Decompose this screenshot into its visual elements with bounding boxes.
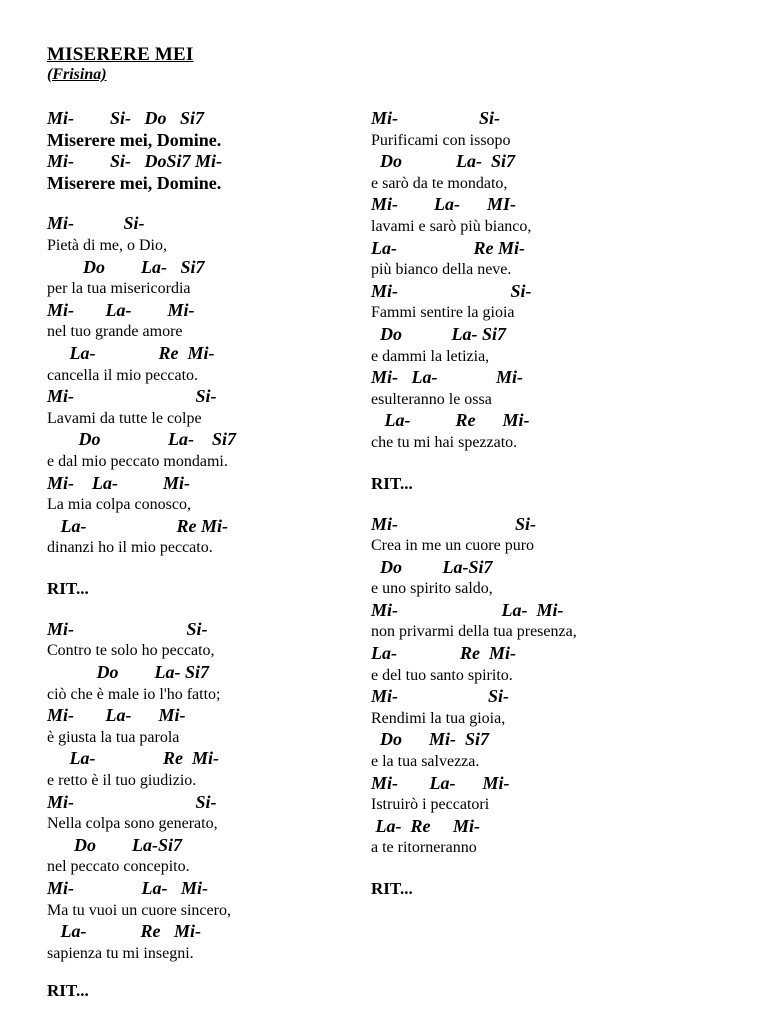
lyric-line: che tu mi hai spezzato.: [371, 433, 518, 451]
chord-line: Mi- Si-: [371, 686, 510, 707]
chord-line: Mi- Si-: [47, 618, 208, 639]
lyric-line: Purificami con issopo: [371, 131, 511, 149]
refrain-marker: RIT...: [47, 578, 89, 598]
chord-line: Do La- Si7: [371, 151, 515, 172]
lyric-line: e dal mio peccato mondami.: [47, 452, 228, 470]
chord-line: Mi- Si-: [47, 791, 217, 812]
verse-block: [371, 108, 671, 454]
lyric-line: e sarò da te mondato,: [371, 174, 508, 192]
chord-line: Mi- La- MI-: [371, 194, 516, 215]
chord-line: Mi- Si- DoSi7 Mi-: [47, 151, 223, 172]
lyric-line: Rendimi la tua gioia,: [371, 709, 506, 727]
lyric-line: Contro te solo ho peccato,: [47, 642, 215, 660]
refrain-marker: RIT...: [47, 981, 89, 1001]
lyric-line: Miserere mei, Domine.: [47, 129, 222, 150]
chord-line: Mi- Si-: [371, 513, 537, 534]
chord-line: La- Re Mi-: [47, 748, 219, 769]
lyric-line: nel tuo grande amore: [47, 323, 183, 341]
chord-line: Mi- La- Mi-: [47, 299, 195, 320]
chord-line: Do La- Si7: [47, 662, 209, 683]
chord-line: Mi- Si-: [371, 280, 532, 301]
lyric-line: non privarmi della tua presenza,: [371, 623, 577, 641]
lyric-line: e dammi la letizia,: [371, 347, 490, 365]
right-column: [371, 108, 671, 900]
lyric-line: e uno spirito saldo,: [371, 580, 493, 598]
lyric-line: sapienza tu mi insegni.: [47, 944, 194, 962]
chord-line: Do Mi- Si7: [371, 729, 490, 750]
chord-line: Mi- Si-: [47, 386, 217, 407]
lyric-line: e retto è il tuo giudizio.: [47, 772, 197, 790]
lyric-line: Pietà di me, o Dio,: [47, 236, 167, 254]
chord-line: Do La- Si7: [371, 323, 506, 344]
lyric-line: Istruirò i peccatori: [371, 796, 490, 814]
chord-line: Mi- La- Mi-: [47, 878, 208, 898]
chord-line: La- Re Mi-: [371, 237, 525, 258]
chord-line: Mi- Si-: [371, 108, 501, 128]
chord-line: Do La-Si7: [47, 834, 182, 855]
lyric-line: per la tua misericordia: [47, 280, 191, 298]
verse-block: [47, 213, 347, 559]
lyric-line: più bianco della neve.: [371, 261, 512, 279]
song-author: (Frisina): [47, 66, 107, 83]
lyric-line: è giusta la tua parola: [47, 728, 180, 746]
refrain-marker: RIT...: [371, 879, 413, 898]
lyric-line: cancella il mio peccato.: [47, 366, 199, 384]
lyric-line: dinanzi ho il mio peccato.: [47, 539, 213, 557]
chord-line: Do La- Si7: [47, 429, 236, 450]
chord-line: Mi- Si-: [47, 213, 145, 234]
song-title: MISERERE MEI: [47, 44, 194, 65]
lyric-line: e del tuo santo spirito.: [371, 666, 513, 684]
lyric-line: Ma tu vuoi un cuore sincero,: [47, 901, 231, 919]
lyric-line: La mia colpa conosco,: [47, 496, 191, 514]
chord-line: La- Re Mi-: [47, 342, 215, 363]
chord-line: Do La-Si7: [371, 556, 493, 577]
chord-line: Mi- La- Mi-: [47, 472, 190, 493]
chord-line: La- Re Mi-: [47, 921, 201, 942]
lyric-line: Crea in me un cuore puro: [371, 537, 535, 555]
refrain-block: [47, 108, 347, 194]
chord-line: Mi- La- Mi-: [371, 772, 510, 793]
lyric-line: ciò che è male io l'ho fatto;: [47, 685, 221, 703]
chord-line: La- Re Mi-: [371, 815, 480, 836]
chord-line: La- Re Mi-: [371, 410, 530, 431]
lyric-line: Nella colpa sono generato,: [47, 815, 218, 833]
chord-line: Mi- La- Mi-: [47, 705, 186, 726]
chord-line: La- Re Mi-: [47, 515, 228, 536]
lyric-line: Fammi sentire la gioia: [371, 304, 515, 322]
chord-line: Do La- Si7: [47, 256, 205, 277]
lyric-line: a te ritorneranno: [371, 839, 477, 857]
lyric-line: e la tua salvezza.: [371, 753, 480, 771]
chord-line: Mi- Si- Do Si7: [47, 108, 205, 128]
chord-line: La- Re Mi-: [371, 643, 516, 664]
lyric-line: esulteranno le ossa: [371, 390, 492, 408]
lyric-line: nel peccato concepito.: [47, 858, 190, 876]
lyric-line: Miserere mei, Domine.: [47, 172, 222, 193]
chord-line: Mi- La- Mi-: [371, 599, 564, 620]
verse-block: [47, 619, 347, 965]
chord-line: Mi- La- Mi-: [371, 367, 523, 388]
verse-block: [371, 514, 671, 860]
left-column: [47, 108, 347, 1002]
lyric-line: lavami e sarò più bianco,: [371, 217, 532, 235]
lyric-line: Lavami da tutte le colpe: [47, 409, 202, 427]
refrain-marker: RIT...: [371, 473, 413, 493]
